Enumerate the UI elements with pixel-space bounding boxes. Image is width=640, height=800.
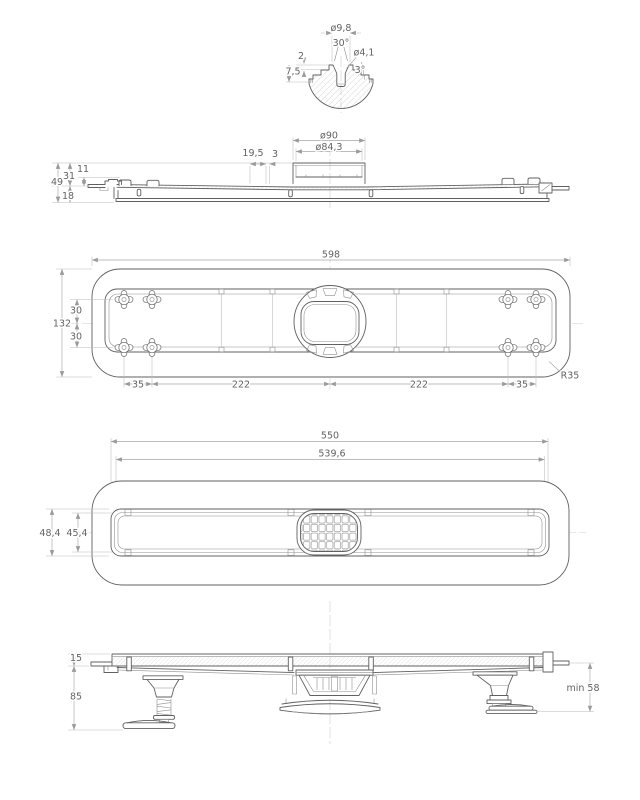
dim-label-corner-radius: R35 [560,370,580,382]
adjustable-foot-right [473,672,537,714]
dim-label-socket-outer-diameter: ø90 [320,130,338,142]
clip-tab [289,190,293,197]
dim-label-clip-height: 11 [76,164,90,175]
foot-bracket-plate [473,672,517,675]
grate-plan-view [39,431,586,586]
foot-adjuster [490,696,508,701]
dim-label-lower-height: 18 [61,191,75,202]
adjustable-foot-left [123,676,183,729]
dim-label-edge-thickness: 15 [69,653,83,664]
dim-label-foot-row-offset-b: 30 [69,331,83,343]
threaded-spindle [157,699,171,716]
flange-band-fill [113,657,550,666]
foot-base-plate [486,710,537,713]
dim-label-total-depth: 7,5 [285,66,301,78]
dim-label-frame-length: 550 [320,430,340,442]
foot-base-plate [123,723,175,729]
right-end-cap [543,652,553,672]
foot-boss [502,178,514,184]
dim-label-total-height: 49 [50,177,64,188]
clip-tab [369,190,373,197]
drain-socket-profile [293,163,365,184]
trap-lug [373,676,377,694]
dim-label-overall-width: 132 [52,318,72,330]
detail-section-view [285,23,374,113]
foot-boss [528,178,540,184]
drain-socket-circle [294,286,366,358]
dim-label-foot-spacing-left: 222 [231,379,251,391]
dim-label-foot-margin-right: 35 [515,379,529,391]
dim-label-body-height: 85 [69,691,83,703]
clip-tab [127,657,132,671]
dim-label-top-diameter: ø9,8 [330,23,352,34]
foot-bracket-plate [143,676,183,680]
dim-label-edge-gap: 3 [271,149,279,160]
dim-label-hole-diameter: ø4,1 [353,47,375,59]
channel-cross-section-view [51,131,569,209]
dim-label-frame-width: 48,4 [39,528,61,539]
foot-boss [147,180,159,186]
dim-label-foot-row-offset-a: 30 [69,305,83,317]
dim-label-upper-height: 31 [62,171,76,182]
left-end-cap [104,666,118,673]
lower-skirt [116,199,549,202]
dim-label-opening-width: 45,4 [66,528,88,539]
foot-base-upper [489,706,533,710]
body-plan-view [53,250,586,392]
dim-label-opening-length: 539,6 [318,448,346,460]
dim-label-foot-spacing-right: 222 [409,379,429,391]
trap-lug [293,676,297,694]
dim-label-min-install-height: min 58 [566,683,600,694]
dim-label-countersink-angle: 30° [332,38,350,49]
clip-tab [520,187,524,194]
dim-label-step-depth: 2 [297,51,305,62]
clip-tab [288,657,293,671]
clip-tab [137,189,141,196]
dim-label-foot-margin-left: 35 [131,379,145,391]
lock-nut [154,716,175,720]
dim-label-draft-angle: 3° [354,65,366,76]
side-elevation-view [68,601,600,744]
dim-label-edge-offset: 19,5 [242,148,264,159]
drain-grate-grid [301,514,357,551]
clip-tab [369,657,374,671]
clip-tab [529,657,534,671]
dim-label-overall-length: 598 [321,249,341,261]
foot-adjuster-disc [487,700,511,704]
dim-label-socket-inner-diameter: ø84,3 [315,142,343,153]
